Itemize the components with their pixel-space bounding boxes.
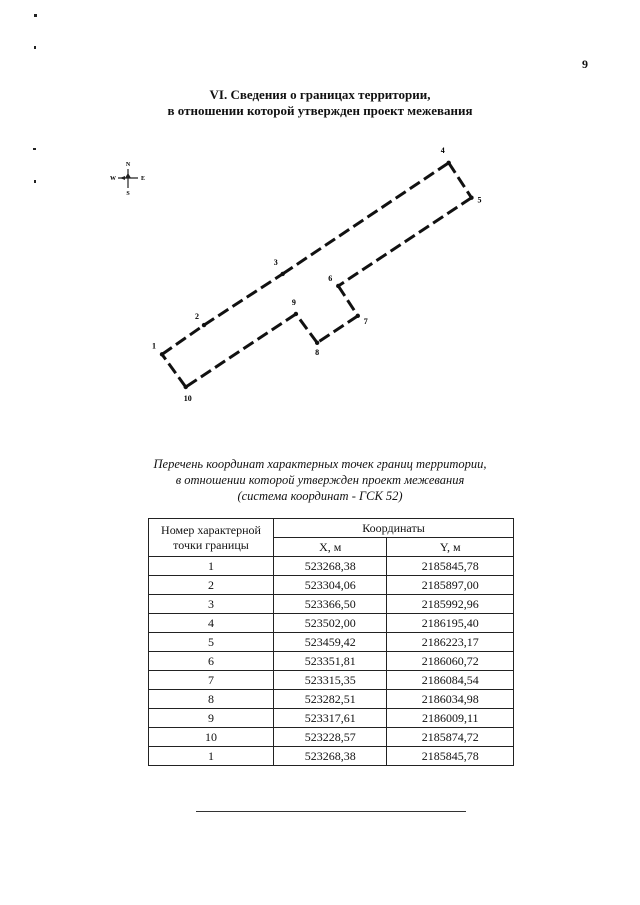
boundary-segment (338, 286, 358, 316)
boundary-point-label: 8 (315, 347, 320, 357)
x-cell: 523304,06 (274, 576, 387, 595)
boundary-point-label: 4 (440, 145, 445, 155)
boundary-point-marker (336, 284, 340, 288)
section-heading-line: VI. Сведения о границах территории, (209, 87, 431, 102)
boundary-segment (449, 163, 472, 198)
boundary-point-marker (280, 272, 284, 276)
x-cell: 523502,00 (274, 614, 387, 633)
scan-mark (34, 180, 36, 183)
compass-north-label: N (125, 162, 131, 168)
y-cell: 2186195,40 (387, 614, 514, 633)
boundary-polygon (152, 146, 481, 403)
point-number-cell: 4 (149, 614, 274, 633)
section-heading (0, 87, 640, 119)
page-number: 9 (582, 57, 588, 71)
boundary-segment (296, 314, 317, 343)
scan-mark (34, 46, 36, 49)
boundary-point-label: 6 (328, 273, 333, 283)
point-number-cell: 8 (149, 690, 274, 709)
x-cell: 523268,38 (274, 747, 387, 766)
compass-south-label: S (126, 191, 130, 197)
coordinates-table (148, 518, 514, 766)
x-cell: 523459,42 (274, 633, 387, 652)
point-number-cell: 1 (149, 557, 274, 576)
y-cell: 2185874,72 (387, 728, 514, 747)
point-number-cell: 7 (149, 671, 274, 690)
boundary-point-marker (184, 385, 188, 389)
x-cell: 523268,38 (274, 557, 387, 576)
y-cell: 2186009,11 (387, 709, 514, 728)
x-cell: 523351,81 (274, 652, 387, 671)
x-cell: 523366,50 (274, 595, 387, 614)
y-cell: 2185897,00 (387, 576, 514, 595)
y-cell: 2186060,72 (387, 652, 514, 671)
table-row (149, 671, 514, 690)
boundary-map (100, 125, 540, 425)
point-number-cell: 9 (149, 709, 274, 728)
boundary-point-label: 1 (152, 341, 156, 351)
boundary-point-label: 9 (291, 297, 296, 307)
point-number-cell: 2 (149, 576, 274, 595)
compass-east-label: E (140, 176, 146, 182)
table-row (149, 557, 514, 576)
point-number-cell: 5 (149, 633, 274, 652)
y-cell: 2186084,54 (387, 671, 514, 690)
point-number-cell: 10 (149, 728, 274, 747)
scan-mark (34, 14, 37, 17)
header-x: X, м (274, 538, 387, 557)
boundary-point-label: 7 (363, 316, 368, 326)
y-cell: 2185845,78 (387, 557, 514, 576)
table-caption (0, 456, 640, 504)
table-row (149, 595, 514, 614)
boundary-point-marker (356, 314, 360, 318)
boundary-point-marker (446, 161, 450, 165)
table-row (149, 690, 514, 709)
y-cell: 2186223,17 (387, 633, 514, 652)
section-heading-line: в отношении которой утвержден проект межевания (167, 103, 473, 118)
boundary-segment (204, 274, 283, 325)
x-cell: 523282,51 (274, 690, 387, 709)
compass-west-label: W (110, 176, 116, 182)
boundary-point-label: 10 (183, 394, 192, 403)
boundary-segment (317, 316, 358, 343)
boundary-point-label: 5 (477, 195, 482, 205)
point-number-cell: 3 (149, 595, 274, 614)
compass-rose-icon (110, 162, 145, 197)
header-y: Y, м (387, 538, 514, 557)
point-number-cell: 1 (149, 747, 274, 766)
table-row (149, 652, 514, 671)
table-row (149, 576, 514, 595)
table-row (149, 728, 514, 747)
boundary-point-marker (469, 196, 473, 200)
boundary-segment (283, 163, 449, 274)
header-coordinates: Координаты (274, 519, 514, 538)
header-point-number: Номер характерной точки границы (149, 519, 274, 557)
table-row (149, 633, 514, 652)
boundary-point-marker (294, 312, 298, 316)
boundary-point-label: 3 (273, 257, 278, 267)
boundary-segment (162, 325, 204, 354)
y-cell: 2185845,78 (387, 747, 514, 766)
x-cell: 523315,35 (274, 671, 387, 690)
boundary-point-label: 2 (195, 312, 200, 322)
boundary-point-marker (202, 323, 206, 327)
table-row (149, 614, 514, 633)
boundary-point-marker (160, 352, 164, 356)
point-number-cell: 6 (149, 652, 274, 671)
caption-line: в отношении которой утвержден проект межевания (175, 473, 465, 487)
x-cell: 523317,61 (274, 709, 387, 728)
caption-line: Перечень координат характерных точек границ территории, (153, 457, 487, 471)
bottom-rule (196, 811, 466, 812)
y-cell: 2185992,96 (387, 595, 514, 614)
caption-line: (система координат - ГСК 52) (237, 489, 403, 503)
boundary-segment (162, 354, 186, 387)
y-cell: 2186034,98 (387, 690, 514, 709)
x-cell: 523228,57 (274, 728, 387, 747)
table-row (149, 747, 514, 766)
boundary-segment (338, 198, 471, 286)
boundary-point-marker (315, 341, 319, 345)
scan-mark (33, 148, 36, 150)
table-row (149, 709, 514, 728)
